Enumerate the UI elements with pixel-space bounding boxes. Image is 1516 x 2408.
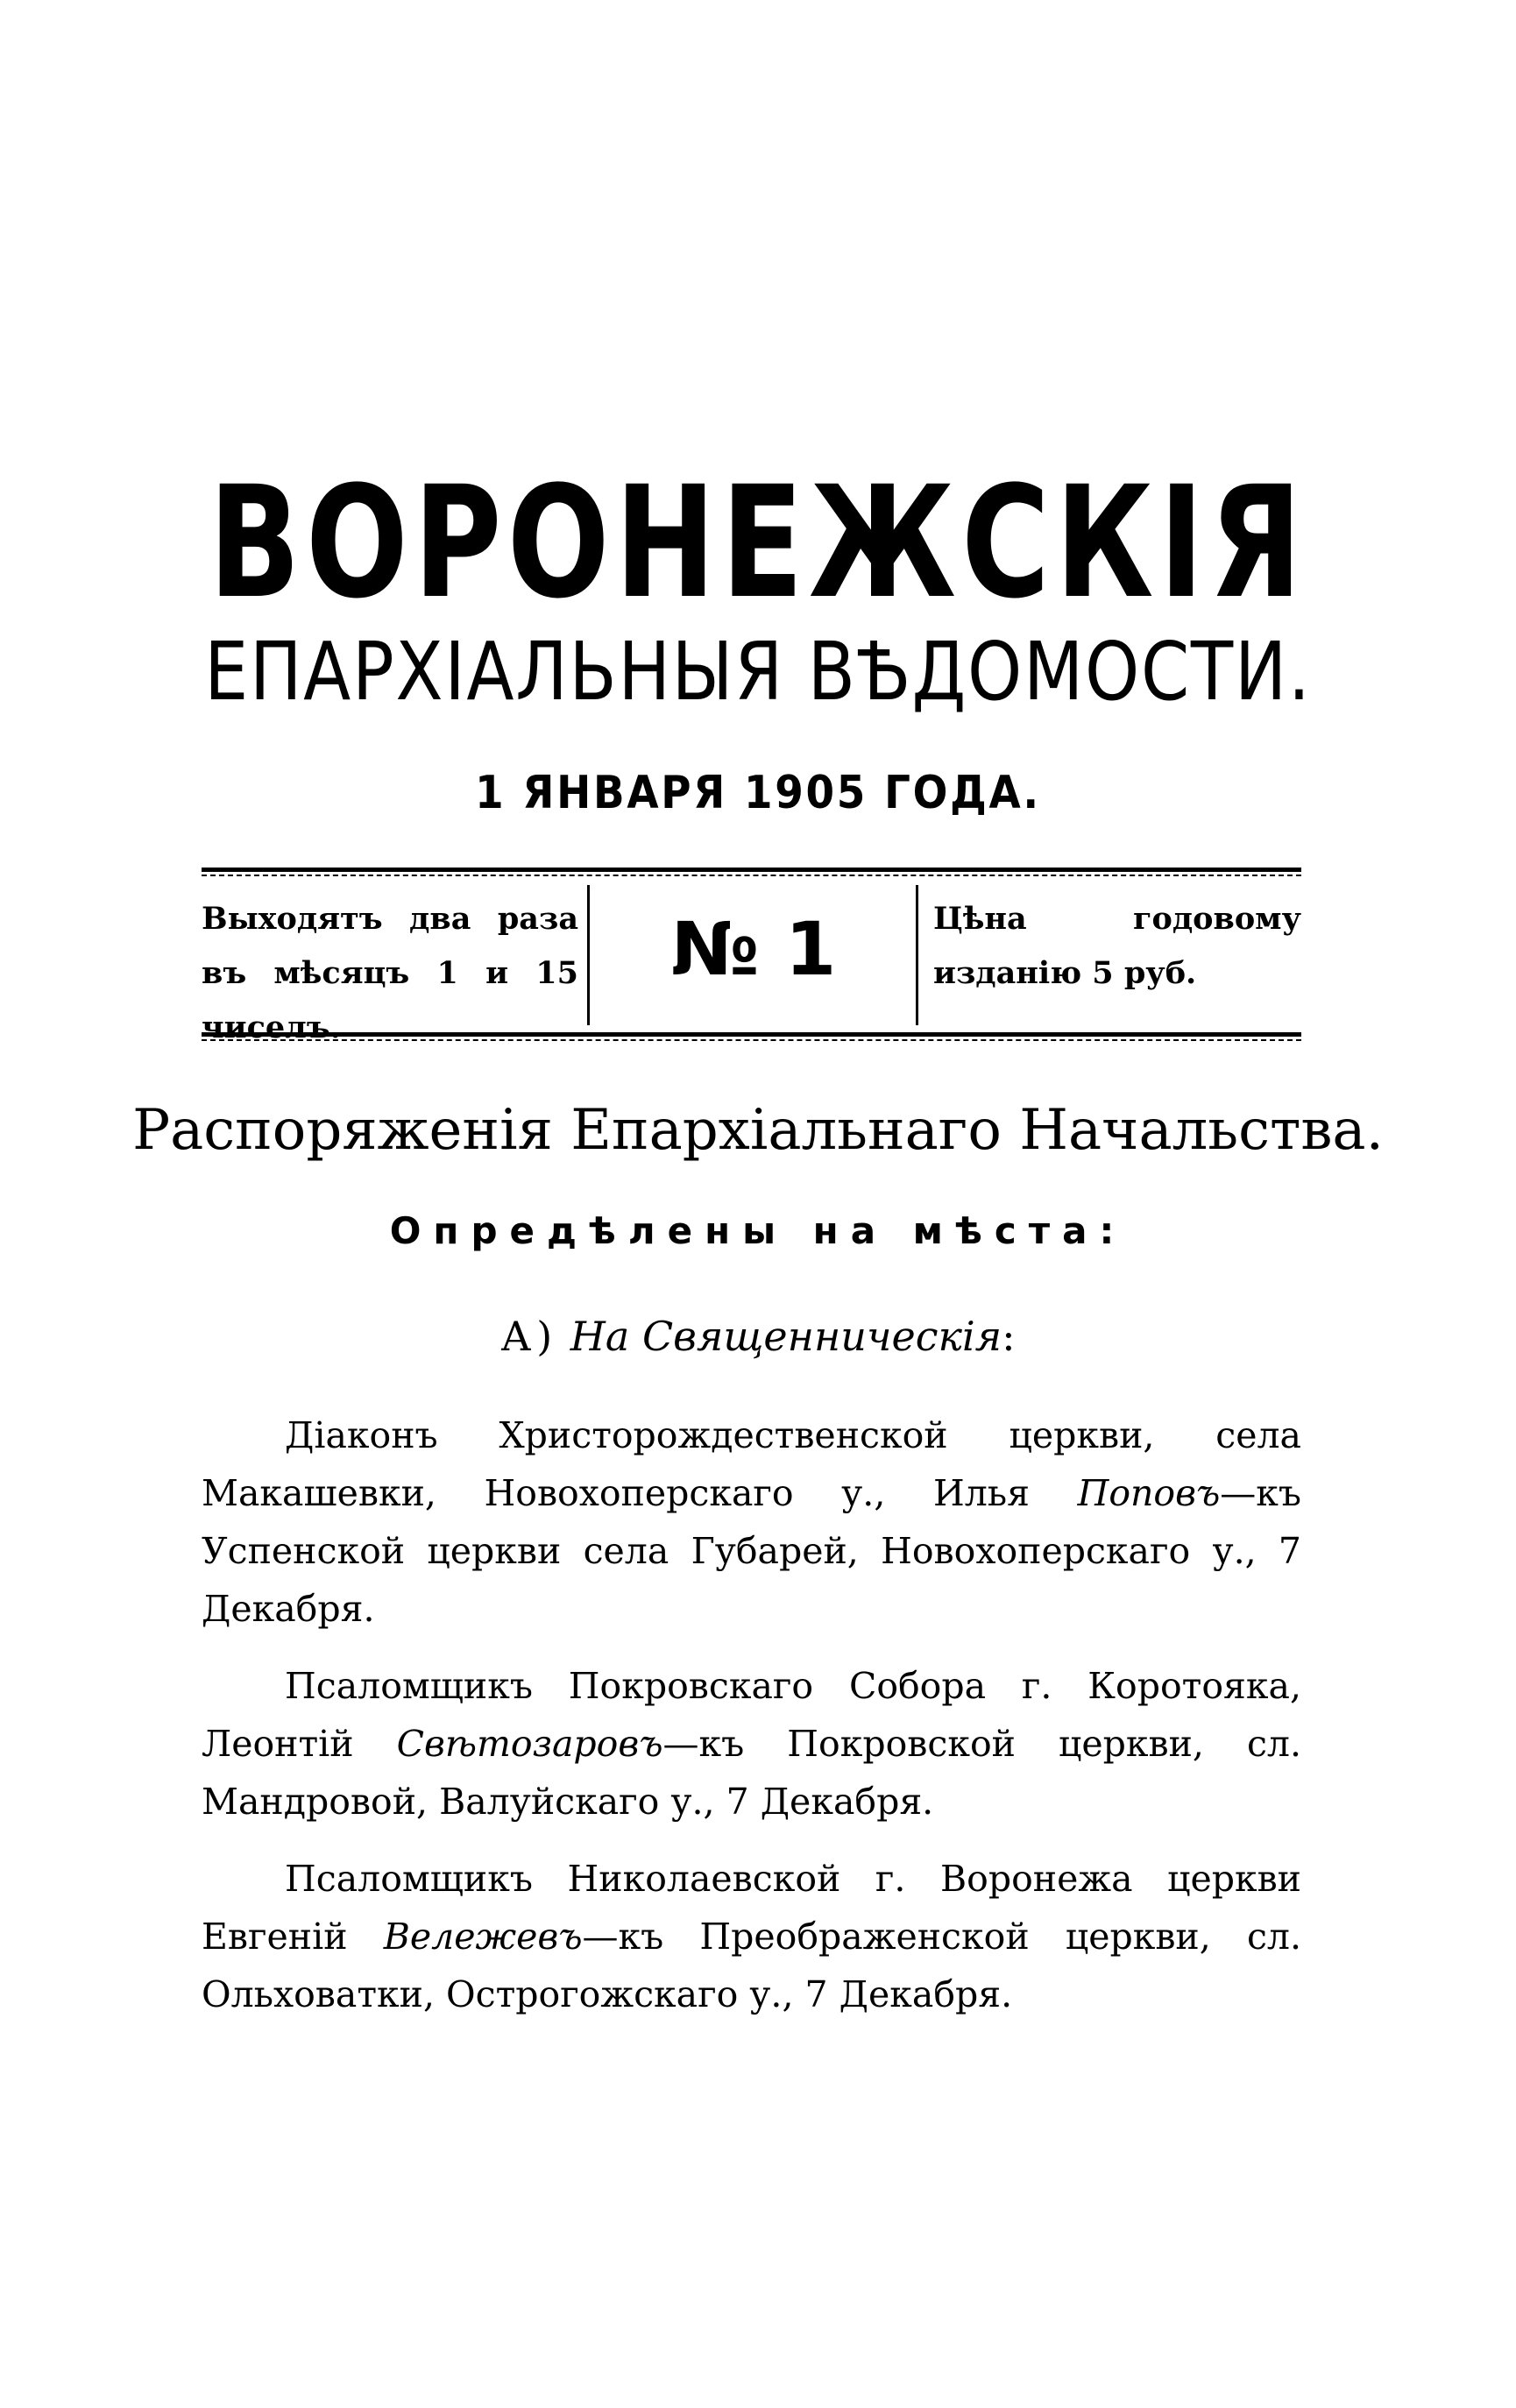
category-letter: А): [500, 1313, 558, 1360]
info-divider-right: [916, 885, 918, 1025]
entry-surname: Поповъ: [1077, 1472, 1221, 1514]
masthead-subtitle: ЕПАРХІАЛЬНЫЯ ВѢДОМОСТИ.: [204, 625, 1312, 719]
appointment-entry: [202, 1657, 1301, 1831]
entry-text-after: —къ Успенской церкви села Губарей, Новохоперскаго у., 7 Декабря.: [202, 1472, 1301, 1630]
info-bar: [202, 885, 1301, 1045]
masthead-title: ВОРОНЕЖСКІЯ: [209, 453, 1307, 633]
info-divider-left: [587, 885, 590, 1025]
issue-date: 1 ЯНВАРЯ 1905 ГОДА.: [475, 767, 1041, 819]
appointment-entry: [202, 1406, 1301, 1638]
appointments-subheading: Опредѣлены на мѣста:: [389, 1209, 1127, 1252]
category-name: На Священническія: [570, 1313, 1002, 1360]
entry-text-before: Діаконъ Христорождественской церкви, села Макашевки, Новохоперскаго у., Илья: [202, 1414, 1301, 1514]
bottom-rule: [202, 1032, 1301, 1041]
entry-text-before: Псаломщикъ Покровскаго Собора г. Коротояка, Леонтій: [202, 1665, 1301, 1765]
entry-surname: Свѣтозаровъ: [396, 1723, 663, 1765]
category-colon: :: [1002, 1313, 1016, 1360]
subscription-price: Цѣна годовому изданію 5 руб.: [933, 901, 1301, 991]
top-rule: [202, 868, 1301, 876]
entry-text-after: —къ Преображенской церкви, сл. Ольховатки, Острогожскаго у., 7 Декабря.: [202, 1916, 1301, 2015]
publication-frequency: Выходятъ два раза въ мѣсяцъ 1 и 15 чиселъ.: [202, 901, 578, 1045]
appointment-list: [202, 1406, 1301, 2043]
category-heading: [0, 1306, 1516, 1367]
entry-text-after: —къ Покровской церкви, сл. Мандровой, Валуйскаго у., 7 Декабря.: [202, 1723, 1301, 1823]
issue-number: № 1: [670, 906, 837, 992]
entry-text-before: Псаломщикъ Николаевской г. Воронежа церкви Евгеній: [202, 1858, 1301, 1958]
section-heading: Распоряженія Епархіальнаго Начальства.: [132, 1098, 1384, 1163]
appointment-entry: [202, 1850, 1301, 2023]
entry-surname: Вележевъ: [383, 1916, 583, 1958]
